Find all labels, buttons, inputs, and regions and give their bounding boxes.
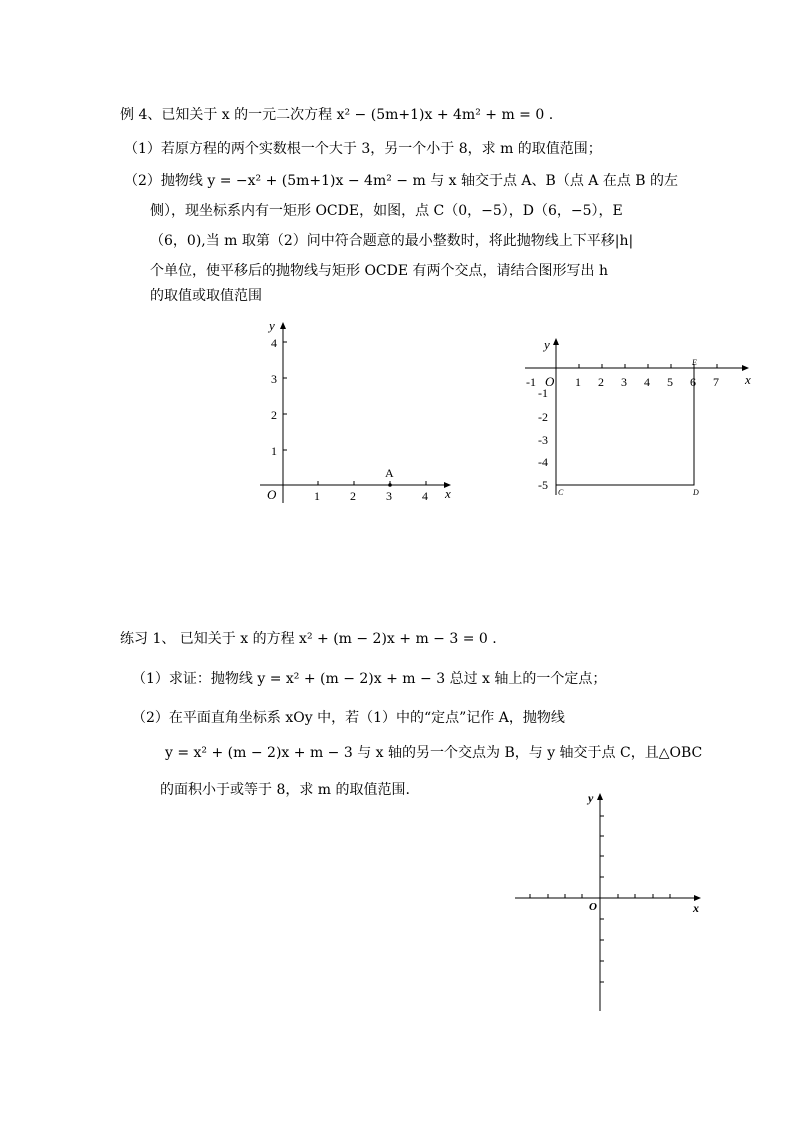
graph2-x-tick: 2	[598, 375, 604, 389]
graph1-y-tick: 3	[271, 372, 277, 386]
ex4-q2-line2: 侧），现坐标系内有一矩形 OCDE，如图，点 C（0，−5），D（6，−5），E	[150, 203, 623, 219]
graph2-y-label: y	[544, 337, 550, 352]
graph-1	[255, 318, 465, 508]
graph2-x-tick: 7	[713, 375, 719, 389]
graph1-y-label: y	[269, 318, 275, 333]
ex4-q2-line4: 个单位，使平移后的抛物线与矩形 OCDE 有两个交点，请结合图形写出 h	[150, 263, 608, 279]
graph2-x-label: x	[745, 372, 751, 387]
graph1-x-tick: 3	[386, 489, 392, 503]
practice1-q2-line2: y = x² + (m − 2)x + m − 3 与 x 轴的另一个交点为 B，与 y 轴交于点 C，且△OBC	[165, 745, 703, 761]
graph-3	[510, 786, 710, 1016]
graph1-x-ticks	[314, 481, 428, 503]
graph1-y-tick: 1	[271, 444, 277, 458]
practice1-q2-line3: 的面积小于或等于 8，求 m 的取值范围.	[160, 782, 410, 798]
graph2-y-tick: -3	[538, 433, 548, 447]
graph2-x-tick: 1	[575, 375, 581, 389]
graph2-x-tick: 4	[644, 375, 650, 389]
graph1-x-tick: 1	[314, 489, 320, 503]
graph2-x-tick: 3	[621, 375, 627, 389]
graph1-y-ticks	[271, 336, 287, 458]
graph2-y-tick: -1	[538, 386, 548, 400]
graph3-x-label: x	[693, 901, 699, 915]
graph2-origin-label: O	[545, 374, 555, 389]
graph2-point-d-label: D	[693, 488, 699, 497]
graph1-origin-label: O	[267, 487, 277, 502]
graph1-y-tick: 4	[271, 336, 277, 350]
graph2-y-ticks	[538, 386, 548, 492]
ex4-title: 例 4、已知关于 x 的一元二次方程 x² − (5m+1)x + 4m² + m = 0 .	[120, 107, 554, 123]
graph2-y-tick: -5	[538, 478, 548, 492]
graph3-y-label: y	[588, 791, 594, 805]
graph2-x-tick: -1	[526, 375, 536, 389]
graph2-x-tick: 6	[690, 375, 696, 389]
ex4-q2-line5: 的取值或取值范围	[150, 288, 262, 304]
graph3-origin-label: O	[589, 901, 597, 913]
practice1-q1: （1）求证：抛物线 y = x² + (m − 2)x + m − 3 总过 x 轴上的一个定点；	[132, 671, 607, 687]
graph2-point-e-label: E	[692, 358, 697, 367]
graph2-x-tick: 5	[667, 375, 673, 389]
practice1-q2-line1: （2）在平面直角坐标系 xOy 中，若（1）中的“定点”记作 A，抛物线	[132, 710, 565, 726]
ex4-q2-line1: （2）抛物线 y = −x² + (5m+1)x − 4m² − m 与 x 轴交于点 A、B（点 A 在点 B 的左	[124, 173, 679, 189]
ex4-q2-line3: （6，0),当 m 取第（2）问中符合题意的最小整数时，将此抛物线上下平移|h|	[150, 233, 634, 249]
graph2-y-tick: -4	[538, 455, 548, 469]
graph2-y-tick: -2	[538, 410, 548, 424]
practice1-title: 练习 1、 已知关于 x 的方程 x² + (m − 2)x + m − 3 = 0 .	[120, 631, 497, 647]
graph1-point-a-label: A	[385, 466, 394, 480]
graph-2	[520, 335, 760, 505]
graph1-point-a	[388, 483, 392, 487]
graph1-y-tick: 2	[271, 408, 277, 422]
graph1-x-tick: 2	[350, 489, 356, 503]
graph1-x-tick: 4	[422, 489, 428, 503]
graph2-point-c-label: C	[558, 488, 564, 497]
ex4-q1: （1）若原方程的两个实数根一个大于 3，另一个小于 8，求 m 的取值范围；	[124, 141, 602, 157]
graph1-x-label: x	[445, 486, 451, 501]
